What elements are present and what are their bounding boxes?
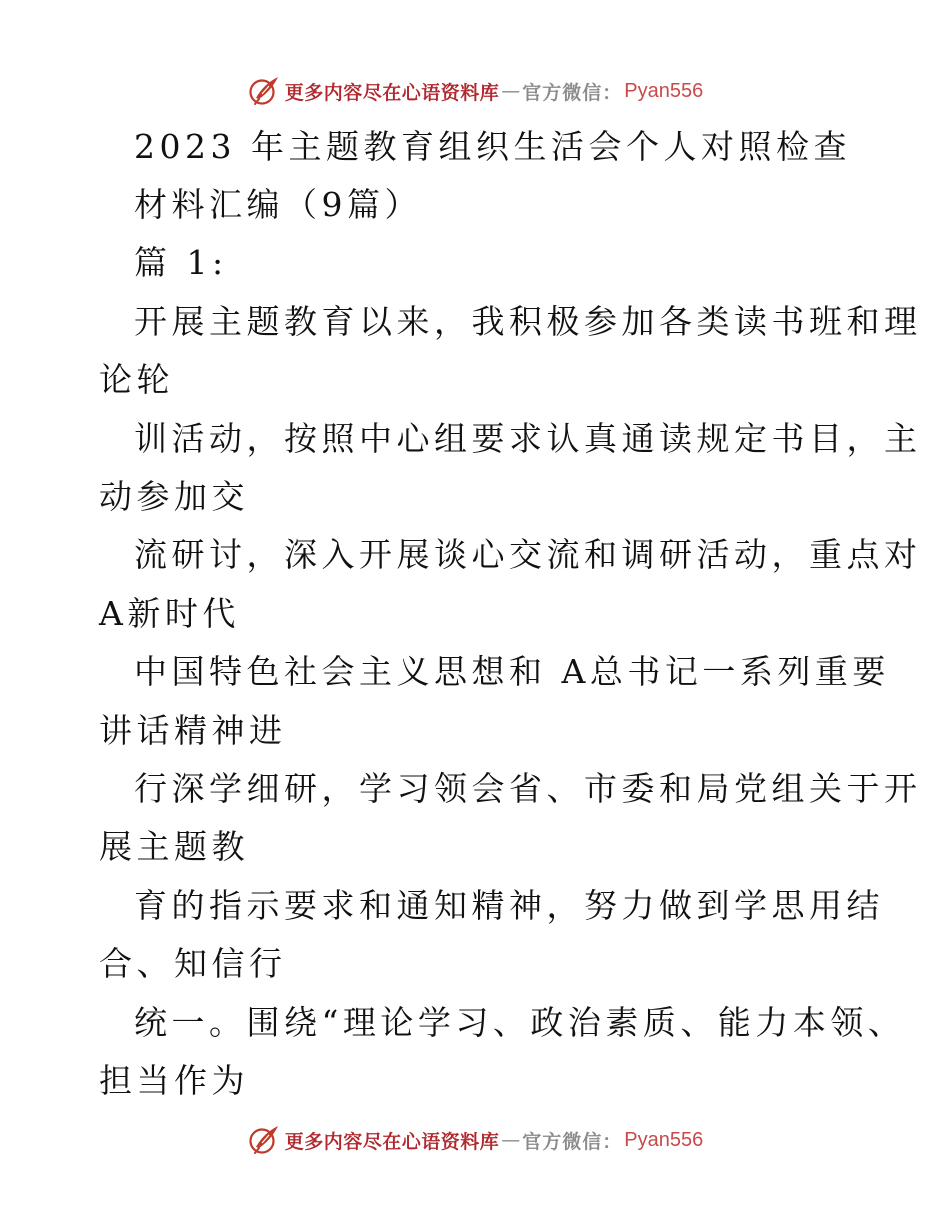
- paragraph-line: 育的指示要求和通知精神，努力做到学思用结: [134, 886, 884, 925]
- paragraph-line: 动参加交: [99, 477, 249, 516]
- banner-dash: —: [501, 80, 521, 102]
- paragraph-line: 讲话精神进: [99, 711, 287, 750]
- banner-wechat-label: 官方微信：: [522, 81, 623, 104]
- document-title-line-1: 2023 年主题教育组织生活会个人对照检查: [134, 127, 851, 166]
- paragraph-line: 担当作为: [99, 1061, 249, 1100]
- footer-banner: [0, 1120, 950, 1160]
- paragraph-line: 训活动，按照中心组要求认真通读规定书目，主: [134, 419, 922, 458]
- section-heading: 篇 1:: [134, 243, 228, 282]
- paragraph-line: 中国特色社会主义思想和 A总书记一系列重要: [134, 652, 890, 691]
- paragraph-line: 流研讨，深入开展谈心交流和调研活动，重点对: [134, 535, 922, 574]
- banner-site-text: 更多内容尽在心语资料库: [284, 81, 500, 104]
- paragraph-line: 合、知信行: [99, 944, 287, 983]
- banner-dash: —: [501, 1129, 521, 1151]
- banner-wechat-id: Pyan556: [624, 1128, 704, 1151]
- quill-logo-icon: [247, 1123, 281, 1157]
- document-title-line-2: 材料汇编（9篇）: [134, 185, 422, 224]
- banner-site-text: 更多内容尽在心语资料库: [284, 1130, 500, 1153]
- banner-wechat-label: 官方微信：: [522, 1130, 623, 1153]
- paragraph-line: 展主题教: [99, 827, 249, 866]
- paragraph-line: 行深学细研，学习领会省、市委和局党组关于开: [134, 769, 922, 808]
- banner-wechat-id: Pyan556: [624, 79, 704, 102]
- paragraph-line: 开展主题教育以来，我积极参加各类读书班和理: [134, 302, 922, 341]
- paragraph-line: 统一。围绕“理论学习、政治素质、能力本领、: [134, 1003, 906, 1042]
- paragraph-line: 论轮: [99, 360, 174, 399]
- paragraph-line: A新时代: [99, 594, 240, 633]
